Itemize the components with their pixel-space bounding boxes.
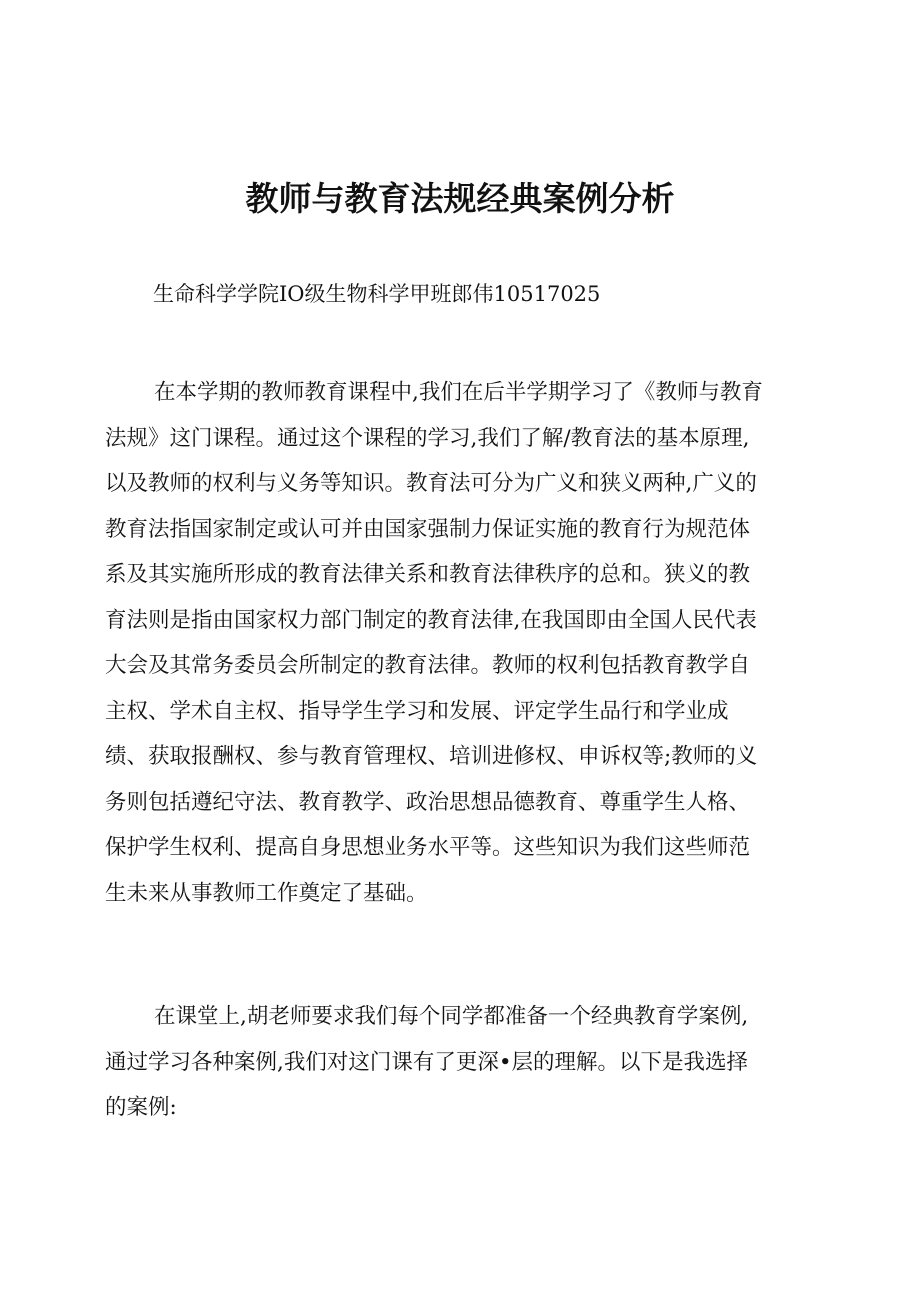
paragraph-line: 生未来从事教师工作奠定了基础。 xyxy=(105,880,428,906)
paragraph-line: 系及其实施所形成的教育法律关系和教育法律秩序的总和。狭义的教 xyxy=(105,562,751,587)
paragraph-line: 在本学期的教师教育课程中,我们在后半学期学习了《教师与教育 xyxy=(154,380,763,405)
paragraph-line: 以及教师的权利与义务等知识。教育法可分为广义和狭义两种,广义的 xyxy=(105,471,757,496)
paragraph-line: 教育法指国家制定或认可并由国家强制力保证实施的教育行为规范体 xyxy=(105,516,751,542)
paragraph-line: 主权、学术自主权、指导学生学习和发展、评定学生品行和学业成 xyxy=(105,698,729,724)
paragraph-intro xyxy=(105,370,815,916)
paragraph-line: 保护学生权利、提高自身思想业务水平等。这些知识为我们这些师范 xyxy=(105,835,751,860)
paragraph-line: 在课堂上,胡老师要求我们每个同学都准备一个经典教育学案例, xyxy=(154,1004,749,1029)
paragraph-line: 育法则是指由国家权力部门制定的教育法律,在我国即由全国人民代表 xyxy=(105,607,757,633)
paragraph-line: 的案例: xyxy=(105,1095,177,1120)
author-line: 生命科学学院IO级生物科学甲班郎伟10517025 xyxy=(153,282,601,306)
paragraph-case-intro xyxy=(105,994,815,1131)
paragraph-line: 绩、获取报酬权、参与教育管理权、培训进修权、申诉权等;教师的义 xyxy=(105,744,758,769)
paragraph-line: 大会及其常务委员会所制定的教育法律。教师的权利包括教育教学自 xyxy=(105,653,751,678)
paragraph-line: 务则包括遵纪守法、教育教学、政治思想品德教育、尊重学生人格、 xyxy=(105,789,751,815)
paragraph-line: 通过学习各种案例,我们对这门课有了更深•层的理解。以下是我选择 xyxy=(105,1049,749,1075)
paragraph-line: 法规》这门课程。通过这个课程的学习,我们了解/教育法的基本原理, xyxy=(105,425,750,451)
document-title: 教师与教育法规经典案例分析 xyxy=(245,179,675,218)
